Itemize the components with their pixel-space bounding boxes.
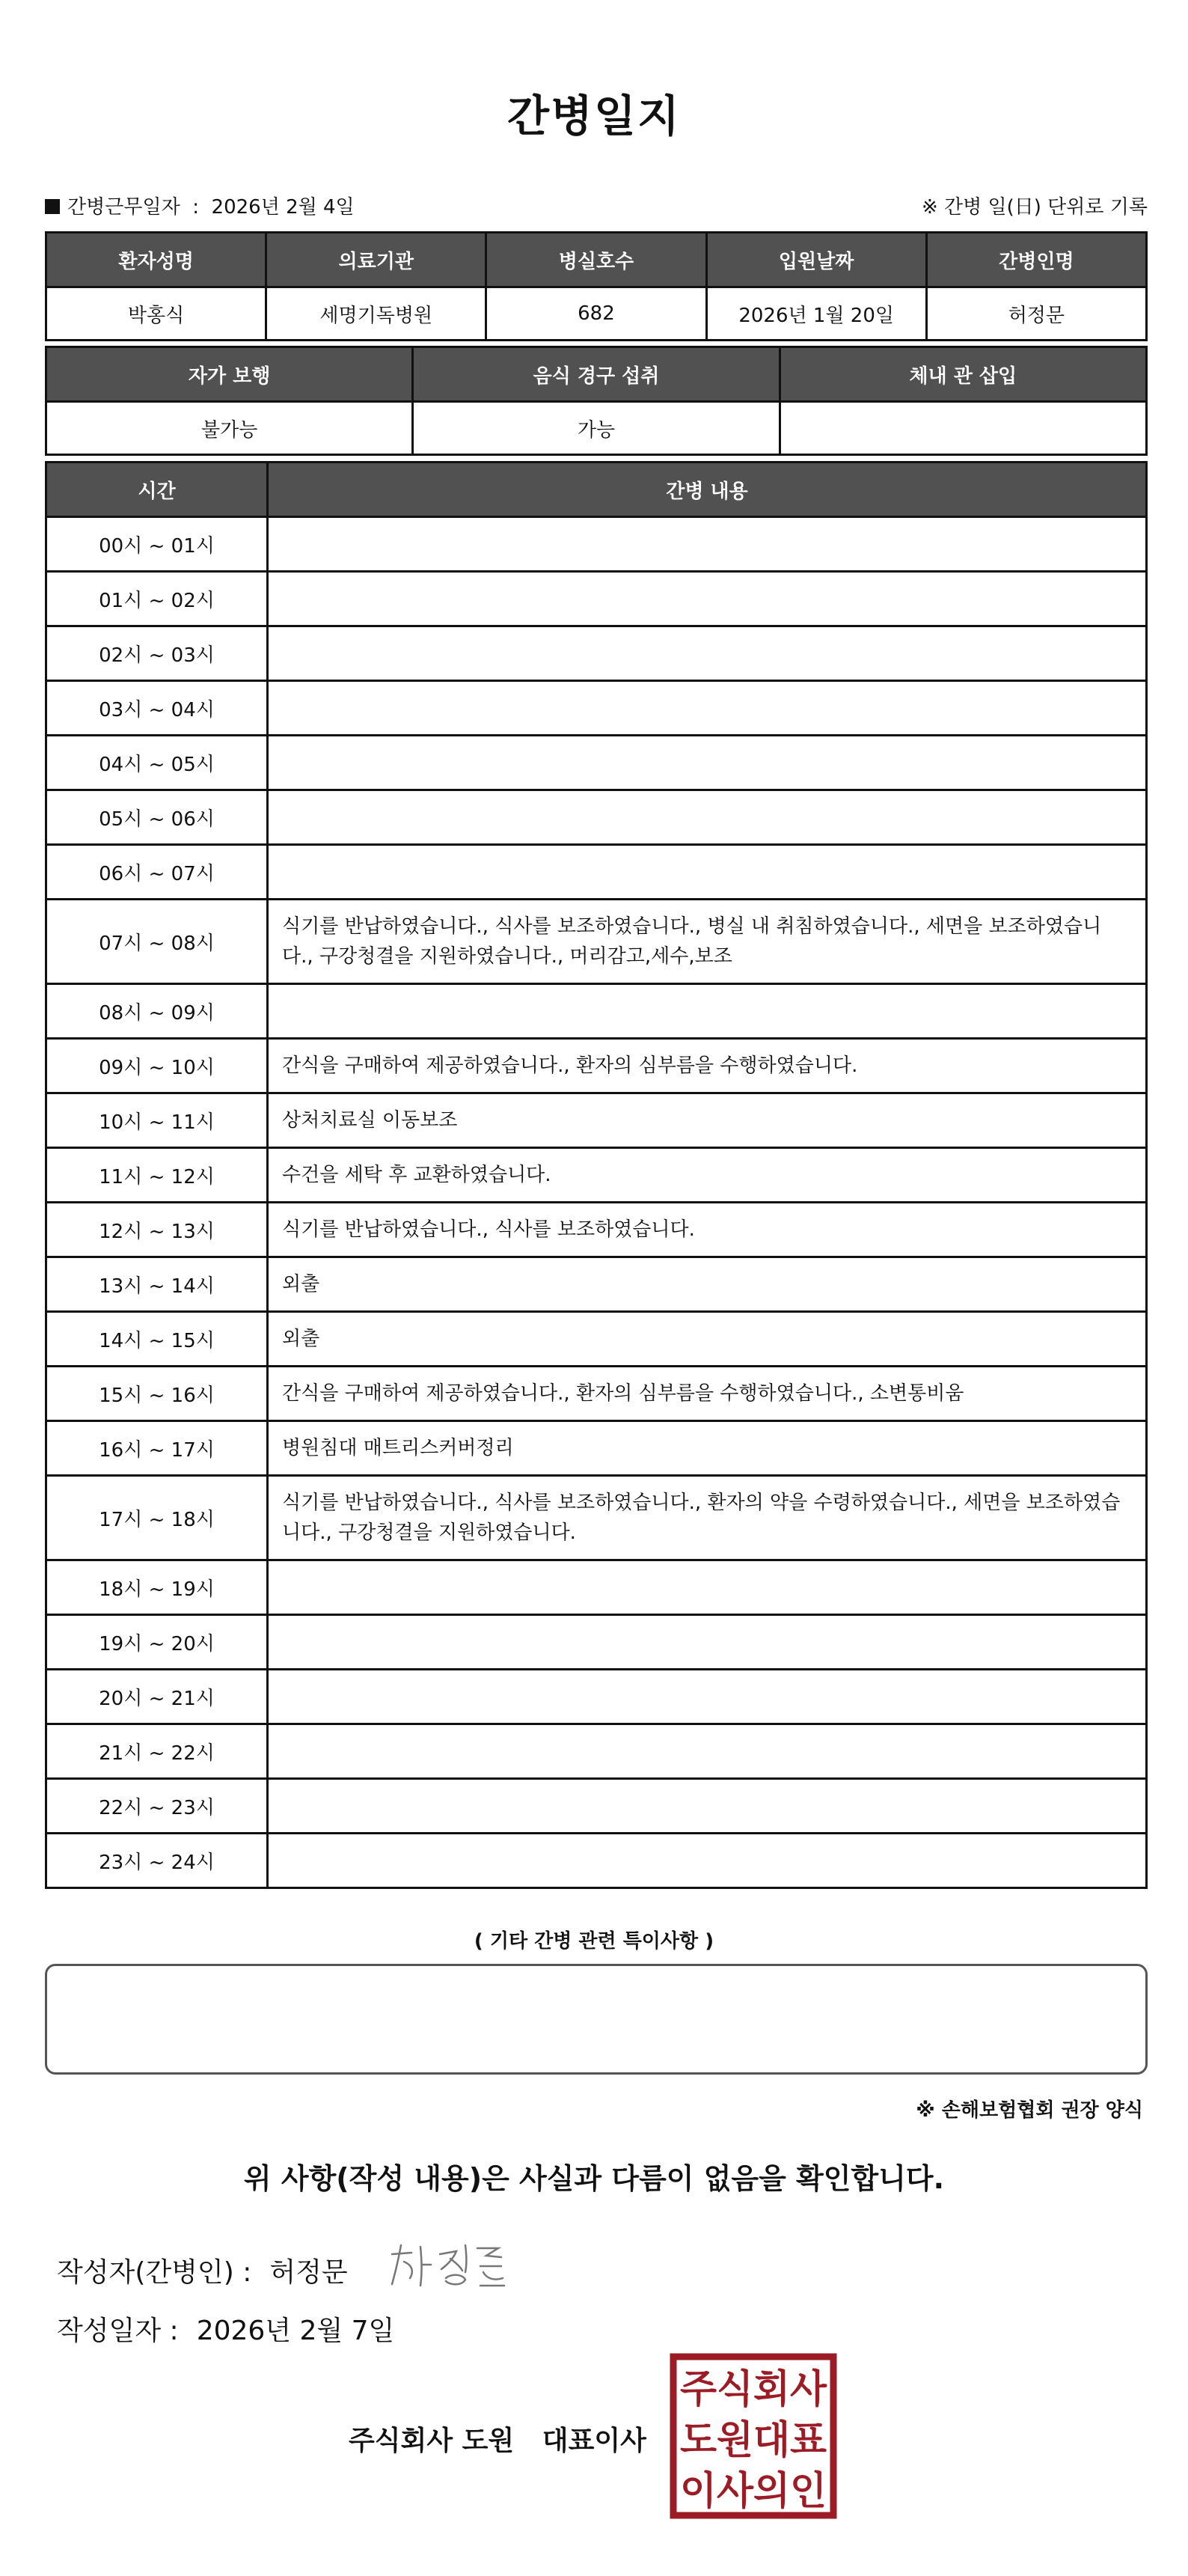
care-content-cell [268,517,1147,572]
care-row [46,1670,1147,1724]
oral-intake-value: 가능 [413,402,780,455]
care-time-cell: 20시 ~ 21시 [46,1670,268,1724]
care-time-cell: 12시 ~ 13시 [46,1203,268,1257]
care-time-cell: 21시 ~ 22시 [46,1724,268,1779]
admission-date-value: 2026년 1월 20일 [706,287,926,341]
care-row [46,572,1147,626]
care-time-cell: 05시 ~ 06시 [46,790,268,845]
recommend-note: ※ 손해보험협회 권장 양식 [916,2099,1143,2122]
care-content-cell [268,1615,1147,1670]
care-row [46,1148,1147,1203]
care-row [46,517,1147,572]
tube-insertion-header: 체내 관 삽입 [780,347,1146,402]
care-row [46,845,1147,900]
care-row [46,1476,1147,1560]
care-content-cell [268,736,1147,790]
care-row [46,1560,1147,1615]
work-date-label: 간병근무일자 [67,196,180,219]
care-row [46,1093,1147,1148]
care-content-cell: 간식을 구매하여 제공하였습니다., 환자의 심부름을 수행하였습니다. [268,1039,1147,1093]
care-content-cell: 간식을 구매하여 제공하였습니다., 환자의 심부름을 수행하였습니다., 소변통비움 [268,1367,1147,1421]
handwritten-signature [382,2232,516,2292]
care-time-cell: 07시 ~ 08시 [46,900,268,984]
care-time-cell: 14시 ~ 15시 [46,1312,268,1367]
care-content-cell [268,1724,1147,1779]
care-content-cell [268,1670,1147,1724]
care-content-cell: 외출 [268,1257,1147,1312]
care-row [46,1779,1147,1834]
care-time-cell: 10시 ~ 11시 [46,1093,268,1148]
care-content-cell [268,1560,1147,1615]
company-name: 주식회사 도원 대표이사 [349,2426,646,2456]
tube-insertion-value [780,402,1146,455]
care-row [46,1203,1147,1257]
care-time-cell: 03시 ~ 04시 [46,681,268,736]
seal-text-line: 주식회사 [680,2367,827,2412]
time-header: 시간 [46,463,268,517]
care-time-cell: 01시 ~ 02시 [46,572,268,626]
care-content-cell [268,1834,1147,1888]
hospital-header: 의료기관 [266,233,486,287]
admission-date-header: 입원날짜 [706,233,926,287]
square-bullet-icon [45,199,60,214]
care-row [46,1312,1147,1367]
confirm-statement: 위 사항(작성 내용)은 사실과 다름이 없음을 확인합니다. [243,2162,945,2195]
room-value: 682 [486,287,706,341]
care-content-cell: 외출 [268,1312,1147,1367]
room-header: 병실호수 [486,233,706,287]
care-row [46,1421,1147,1476]
care-row [46,1834,1147,1888]
care-time-cell: 23시 ~ 24시 [46,1834,268,1888]
walking-value: 불가능 [46,402,413,455]
care-time-cell: 09시 ~ 10시 [46,1039,268,1093]
writer-name: 허정문 [269,2257,348,2288]
care-time-cell: 18시 ~ 19시 [46,1560,268,1615]
status-table [45,346,1148,456]
care-row [46,1257,1147,1312]
notes-box [45,1964,1148,2075]
caregiver-header: 간병인명 [926,233,1146,287]
care-content-cell: 식기를 반납하였습니다., 식사를 보조하였습니다., 병실 내 취침하였습니다., 세면을 보조하였습니다., 구강청결을 지원하였습니다., 머리감고,세수,보조 [268,900,1147,984]
care-time-cell: 15시 ~ 16시 [46,1367,268,1421]
care-content-cell [268,572,1147,626]
care-row [46,1724,1147,1779]
care-table [45,461,1148,1889]
care-time-cell: 16시 ~ 17시 [46,1421,268,1476]
care-row [46,681,1147,736]
care-row [46,984,1147,1039]
care-time-cell: 04시 ~ 05시 [46,736,268,790]
care-time-cell: 06시 ~ 07시 [46,845,268,900]
care-time-cell: 19시 ~ 20시 [46,1615,268,1670]
page-title: 간병일지 [506,91,682,141]
notes-title: ( 기타 간병 관련 특이사항 ) [474,1930,714,1953]
seal-text-line: 도원대표 [680,2418,827,2463]
care-content-cell [268,681,1147,736]
writer-line [57,2251,348,2289]
company-seal [670,2353,837,2519]
care-row [46,1615,1147,1670]
care-content-cell [268,790,1147,845]
care-content-cell [268,1779,1147,1834]
care-content-cell: 수건을 세탁 후 교환하였습니다. [268,1148,1147,1203]
care-content-header: 간병 내용 [268,463,1147,517]
write-date-label: 작성일자 : [57,2316,179,2346]
care-time-cell: 02시 ~ 03시 [46,626,268,681]
care-content-cell: 식기를 반납하였습니다., 식사를 보조하였습니다., 환자의 약을 수령하였습니다., 세면을 보조하였습니다., 구강청결을 지원하였습니다. [268,1476,1147,1560]
hospital-value: 세명기독병원 [266,287,486,341]
oral-intake-header: 음식 경구 섭취 [413,347,780,402]
care-time-cell: 17시 ~ 18시 [46,1476,268,1560]
care-time-cell: 13시 ~ 14시 [46,1257,268,1312]
work-date-value: 2026년 2월 4일 [211,196,355,219]
work-date: 간병근무일자 : 2026년 2월 4일 [45,192,355,219]
patient-name-header: 환자성명 [46,233,266,287]
seal-text-line: 이사의인 [680,2469,827,2514]
care-row [46,1039,1147,1093]
caregiver-value: 허정문 [926,287,1146,341]
care-row [46,736,1147,790]
date-line [57,2310,394,2348]
care-content-cell [268,626,1147,681]
patient-name-value: 박홍식 [46,287,266,341]
writer-label: 작성자(간병인) : [57,2257,252,2288]
care-time-cell: 22시 ~ 23시 [46,1779,268,1834]
care-row [46,626,1147,681]
care-content-cell: 상처치료실 이동보조 [268,1093,1147,1148]
care-time-cell: 11시 ~ 12시 [46,1148,268,1203]
care-time-cell: 08시 ~ 09시 [46,984,268,1039]
unit-note: ※ 간병 일(日) 단위로 기록 [921,196,1148,219]
care-time-cell: 00시 ~ 01시 [46,517,268,572]
patient-table [45,231,1148,341]
care-content-cell [268,845,1147,900]
care-row [46,900,1147,984]
walking-header: 자가 보행 [46,347,413,402]
care-content-cell [268,984,1147,1039]
meta-row [45,192,1148,222]
write-date-value: 2026년 2월 7일 [196,2316,395,2346]
care-row [46,1367,1147,1421]
care-row [46,790,1147,845]
care-content-cell: 병원침대 매트리스커버정리 [268,1421,1147,1476]
care-content-cell: 식기를 반납하였습니다., 식사를 보조하였습니다. [268,1203,1147,1257]
